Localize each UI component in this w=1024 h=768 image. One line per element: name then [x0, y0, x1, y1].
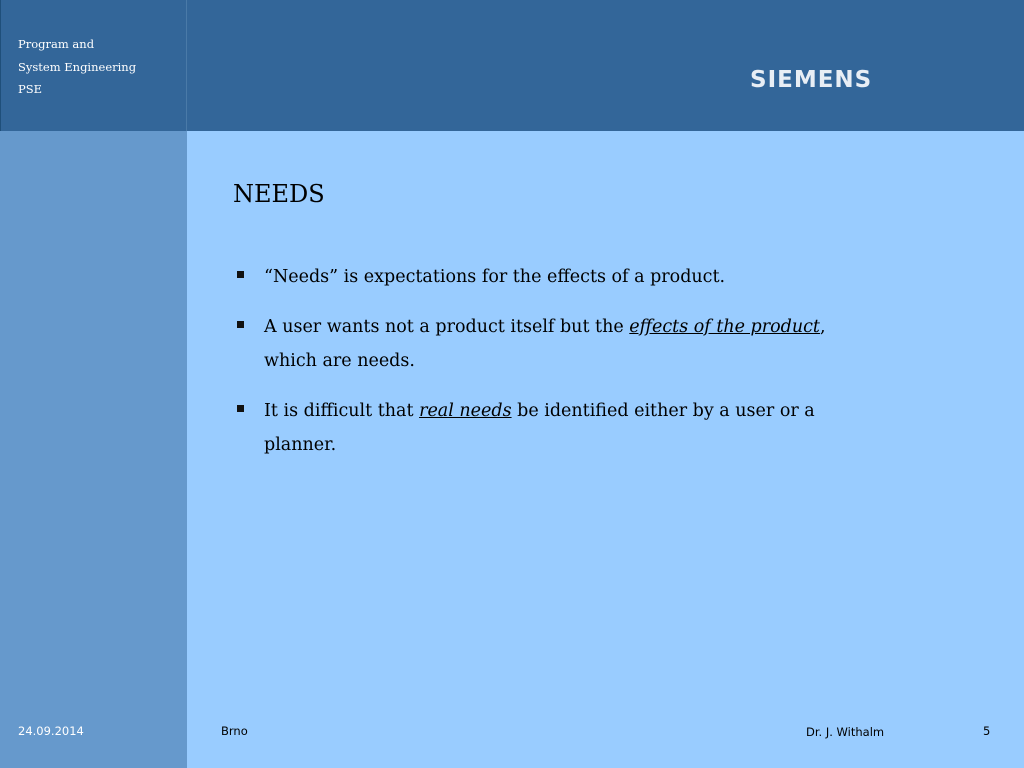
- header-left-edge: [0, 0, 1, 131]
- siemens-logo: SIEMENS: [750, 67, 873, 93]
- department-line-1: Program and: [18, 37, 95, 51]
- bullet-emphasis: effects of the product: [629, 317, 820, 337]
- department-line-2: System Engineering: [18, 59, 137, 74]
- bullet-text: It is difficult that: [264, 401, 420, 421]
- square-bullet-icon: [237, 321, 244, 328]
- header-divider: [186, 0, 187, 131]
- footer-place: Brno: [221, 724, 248, 738]
- department-label: [18, 33, 136, 101]
- bullet-text: be identified either by a user or a planner.: [264, 401, 815, 455]
- page-number: 5: [983, 724, 991, 738]
- bullet-item: [233, 394, 873, 462]
- bullet-item: [233, 310, 873, 378]
- header-bar: [0, 0, 1024, 131]
- bullet-text: A user wants not a product itself but the: [264, 317, 630, 337]
- bullet-emphasis: real needs: [419, 401, 512, 421]
- footer-date: 24.09.2014: [18, 724, 84, 738]
- square-bullet-icon: [237, 405, 244, 412]
- footer-author: Dr. J. Withalm: [806, 725, 885, 739]
- slide-title: NEEDS: [233, 180, 325, 208]
- bullet-list: [233, 260, 873, 478]
- bullet-item: [233, 260, 873, 294]
- department-line-3: PSE: [18, 82, 43, 96]
- sidebar-panel: [0, 131, 187, 768]
- square-bullet-icon: [237, 271, 244, 278]
- bullet-text: , which are needs.: [264, 317, 826, 371]
- bullet-text: “Needs” is expectations for the effects of a product.: [264, 267, 726, 287]
